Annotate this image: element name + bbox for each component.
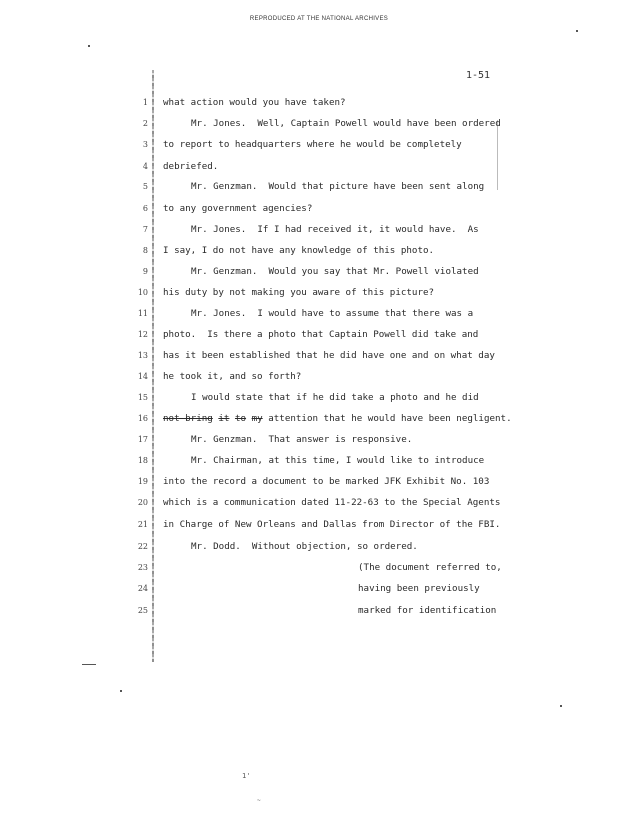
footer-mark: 1' xyxy=(242,772,251,780)
transcript-line: having been previously xyxy=(358,583,480,594)
line-number: 4 xyxy=(142,162,148,171)
transcript-line: to report to headquarters where he would be completely xyxy=(163,139,462,150)
line-number: 12 xyxy=(137,330,148,339)
transcript-line: (The document referred to, xyxy=(358,562,502,573)
line-number: 13 xyxy=(137,351,148,360)
transcript-line: photo. Is there a photo that Captain Powell did take and xyxy=(163,329,479,340)
line-number: 20 xyxy=(137,498,148,507)
transcript-line: I would state that if he did take a photo and he did xyxy=(191,392,479,403)
line-number: 22 xyxy=(137,542,148,551)
struck-text: my xyxy=(251,413,263,424)
struck-text: it xyxy=(218,413,230,424)
line-16-text: attention that he would have been negligent. xyxy=(268,413,512,424)
line-number: 8 xyxy=(142,246,148,255)
scan-speck xyxy=(560,705,562,707)
transcript-line-16 xyxy=(163,413,512,424)
line-number: 14 xyxy=(137,372,148,381)
right-margin-rule xyxy=(497,120,498,190)
scan-speck xyxy=(120,690,122,692)
transcript-line: Mr. Chairman, at this time, I would like to introduce xyxy=(191,455,485,466)
scan-speck xyxy=(576,30,578,32)
line-number: 6 xyxy=(142,204,148,213)
transcript-line: in Charge of New Orleans and Dallas from Director of the FBI. xyxy=(163,519,501,530)
line-number: 11 xyxy=(137,309,148,318)
scan-speck xyxy=(88,45,90,47)
archive-header: REPRODUCED AT THE NATIONAL ARCHIVES xyxy=(249,16,389,22)
line-number: 3 xyxy=(142,140,148,149)
line-number: 9 xyxy=(142,267,148,276)
line-number: 21 xyxy=(137,520,148,529)
scan-speck xyxy=(82,664,96,665)
struck-text: not bring xyxy=(163,413,213,424)
page-number: 1-51 xyxy=(466,70,491,81)
transcript-line: Mr. Genzman. Would you say that Mr. Powell violated xyxy=(191,266,479,277)
struck-text: to xyxy=(234,413,247,424)
transcript-line: has it been established that he did have one and on what day xyxy=(163,350,495,361)
transcript-line: he took it, and so forth? xyxy=(163,371,302,382)
footer-mark: ~ xyxy=(257,797,261,804)
transcript-line: Mr. Genzman. Would that picture have been sent along xyxy=(191,181,485,192)
transcript-line: to any government agencies? xyxy=(163,203,313,214)
line-number: 2 xyxy=(142,119,148,128)
transcript-line: Mr. Genzman. That answer is responsive. xyxy=(191,434,413,445)
line-number: 1 xyxy=(142,98,148,107)
transcript-line: into the record a document to be marked JFK Exhibit No. 103 xyxy=(163,476,490,487)
transcript-line: debriefed. xyxy=(163,161,219,172)
transcript-line: which is a communication dated 11-22-63 to the Special Agents xyxy=(163,497,501,508)
line-number: 23 xyxy=(137,563,148,572)
transcript-line: I say, I do not have any knowledge of this photo. xyxy=(163,245,435,256)
line-number: 17 xyxy=(137,435,148,444)
transcript-line: his duty by not making you aware of this picture? xyxy=(163,287,435,298)
transcript-line: Mr. Dodd. Without objection, so ordered. xyxy=(191,541,418,552)
transcript-line: Mr. Jones. Well, Captain Powell would have been ordered xyxy=(191,118,501,129)
line-number: 16 xyxy=(137,414,148,423)
line-number: 10 xyxy=(137,288,148,297)
transcript-line: what action would you have taken? xyxy=(163,97,346,108)
transcript-line: Mr. Jones. I would have to assume that there was a xyxy=(191,308,474,319)
line-number: 25 xyxy=(137,606,148,615)
line-number: 5 xyxy=(142,182,148,191)
line-number: 24 xyxy=(137,584,148,593)
line-number: 15 xyxy=(137,393,148,402)
transcript-line: marked for identification xyxy=(358,605,497,616)
line-number: 7 xyxy=(142,225,148,234)
line-number: 19 xyxy=(137,477,148,486)
line-number: 18 xyxy=(137,456,148,465)
transcript-line: Mr. Jones. If I had received it, it would have. As xyxy=(191,224,479,235)
left-margin-rule xyxy=(152,70,154,662)
